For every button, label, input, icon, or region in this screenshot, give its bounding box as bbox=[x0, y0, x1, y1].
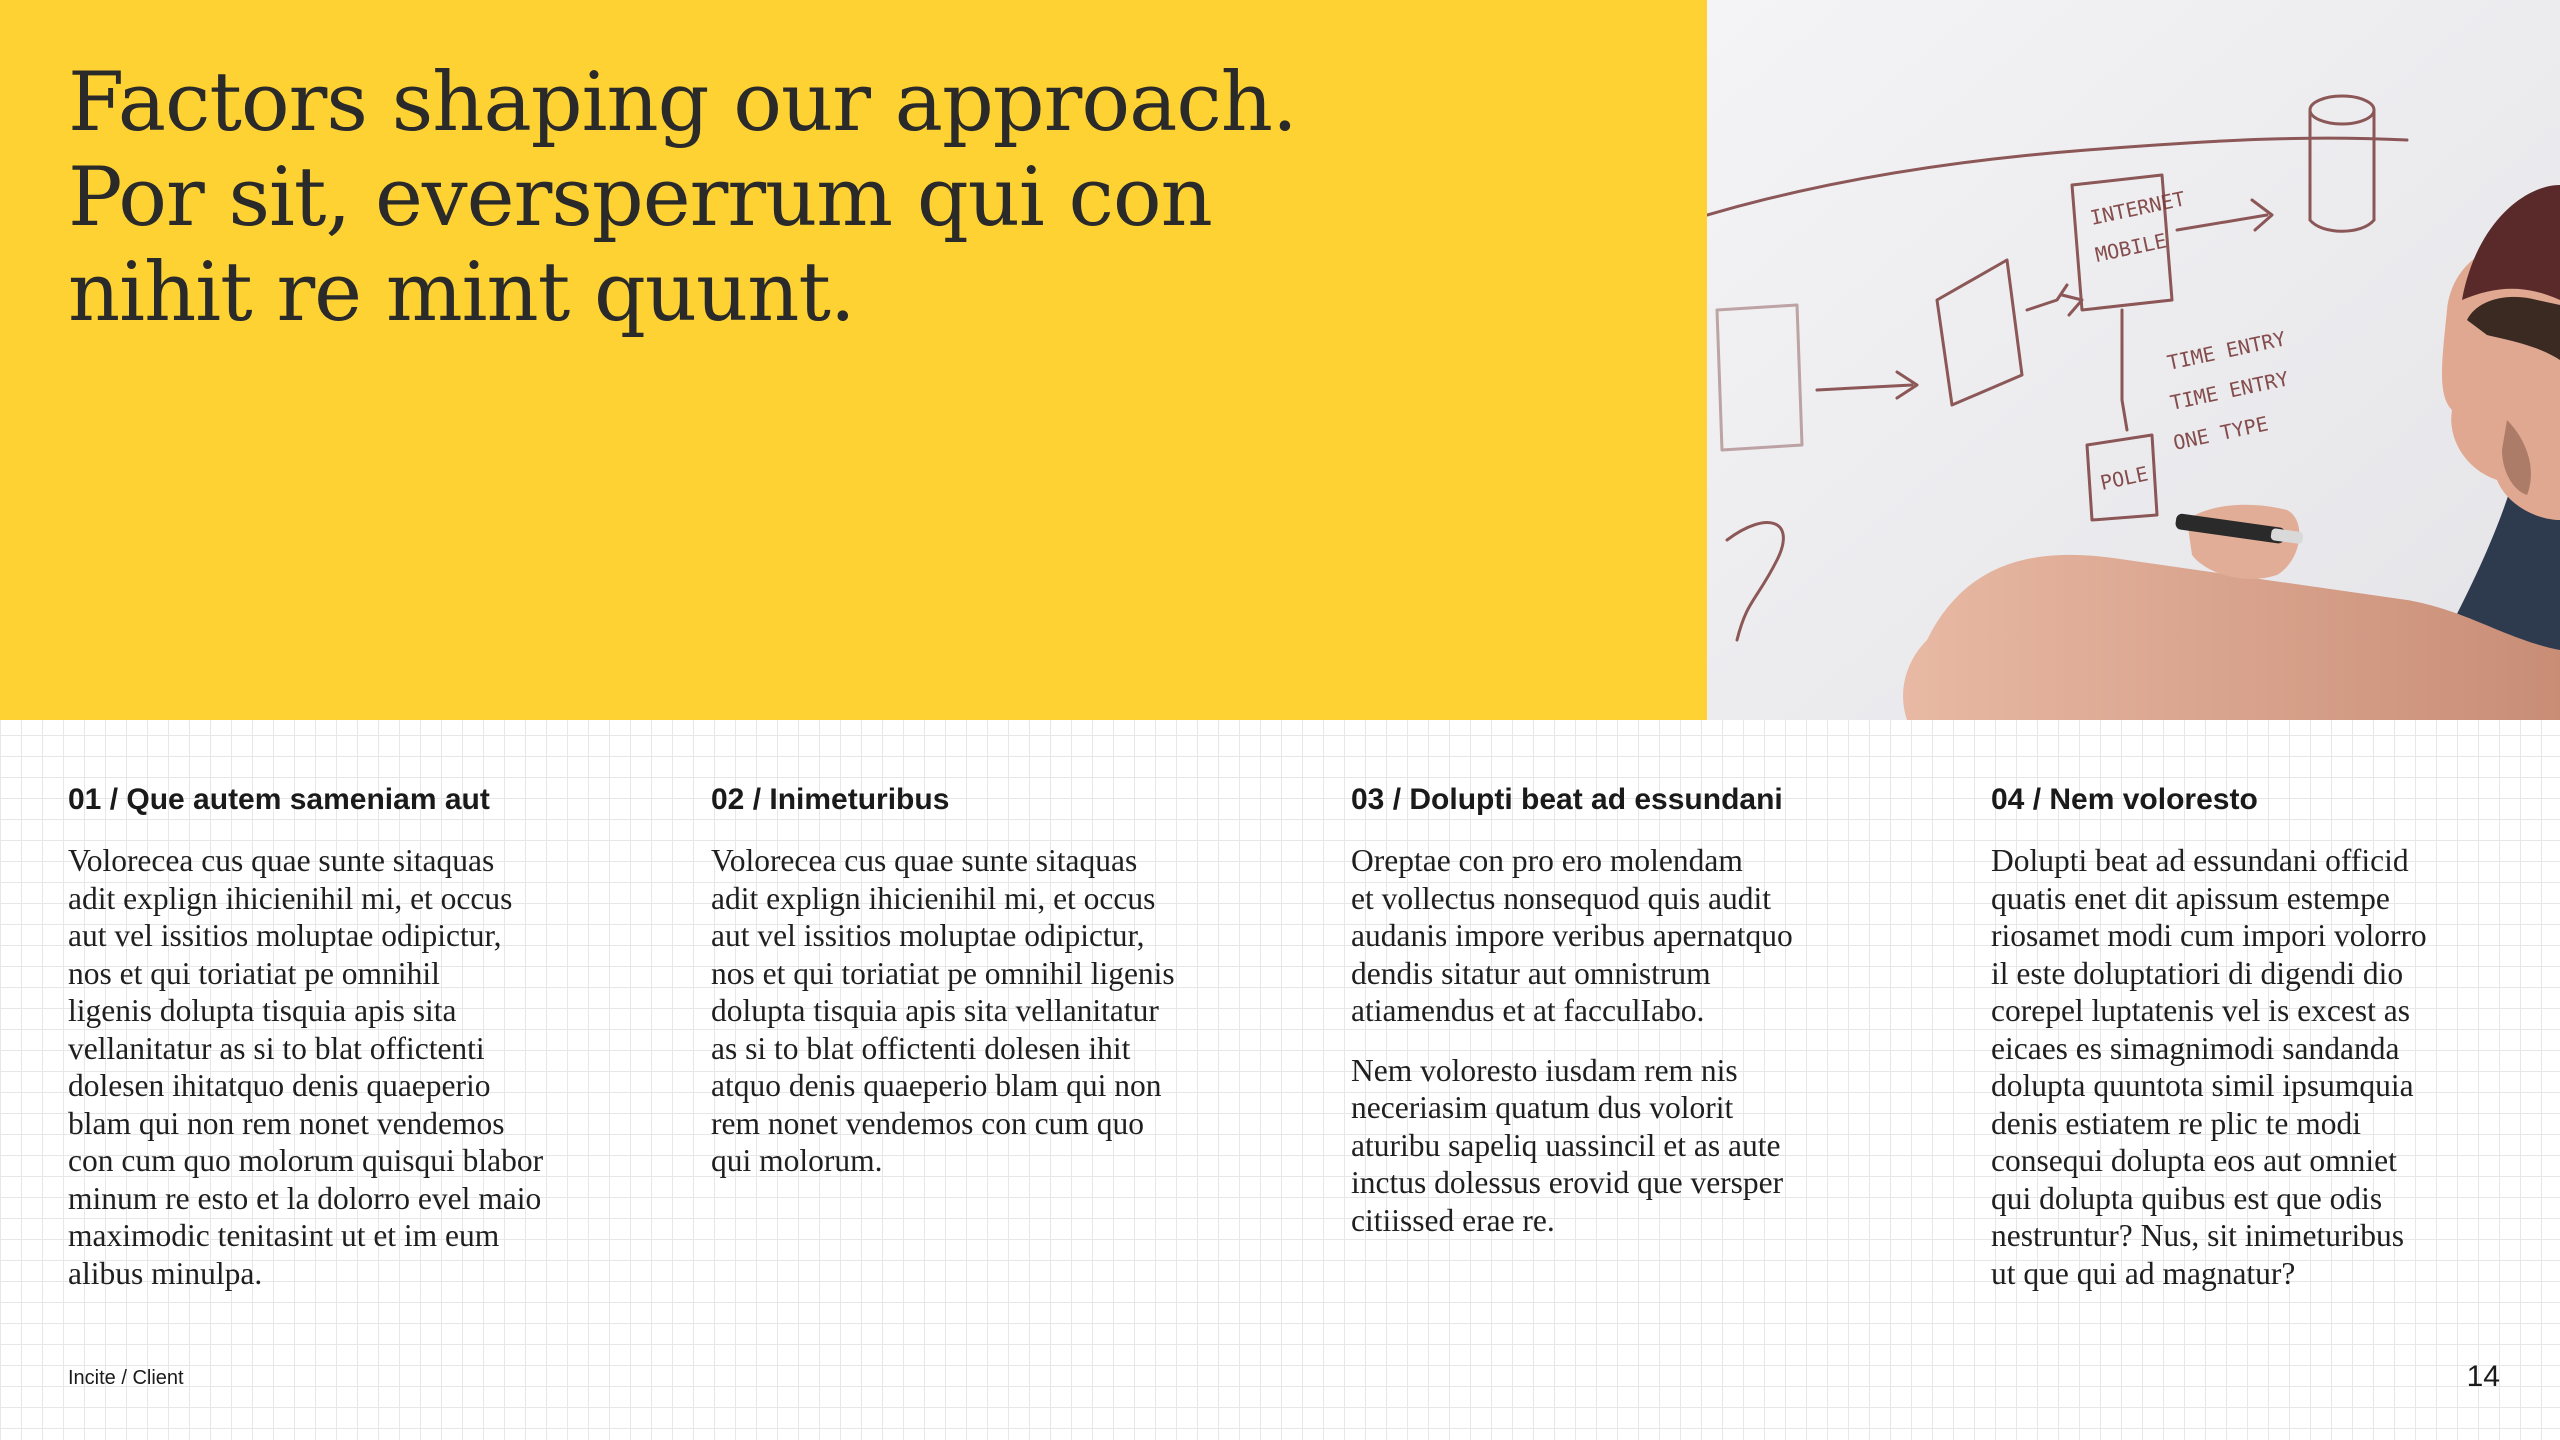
text-line: citiissed erae re. bbox=[1351, 1202, 1555, 1238]
text-line: adit explign ihicienihil mi, et occus bbox=[68, 880, 513, 916]
page-title bbox=[68, 56, 1368, 341]
text-line: adit explign ihicienihil mi, et occus bbox=[711, 880, 1156, 916]
column-02 bbox=[711, 780, 1271, 1202]
footer-client-label: Incite / Client bbox=[68, 1367, 184, 1389]
text-line: audanis impore veribus apernatquo bbox=[1351, 918, 1793, 953]
whiteboard-photo bbox=[1707, 0, 2560, 720]
text-line: Dolupti beat ad essundani officid bbox=[1991, 843, 2409, 878]
column-paragraph bbox=[1991, 842, 2551, 1292]
text-line: nos et qui toriatiat pe omnihil ligenis bbox=[711, 955, 1175, 991]
text-line: consequi dolupta eos aut omniet bbox=[1991, 1143, 2397, 1178]
text-line: qui dolupta quibus est que odis bbox=[1991, 1180, 2383, 1216]
text-line: Nem voloresto iusdam rem nis bbox=[1351, 1052, 1738, 1088]
text-line: nestruntur? Nus, sit inimeturibus bbox=[1991, 1218, 2404, 1253]
text-line: alibus minulpa. bbox=[68, 1255, 263, 1291]
text-line: as si to blat offictenti dolesen ihit bbox=[711, 1030, 1131, 1066]
text-line: dolupta quuntota simil ipsumquia bbox=[1991, 1068, 2414, 1103]
column-heading: 04 / Nem voloresto bbox=[1991, 783, 2258, 816]
text-line: rem nonet vendemos con cum quo bbox=[711, 1105, 1145, 1141]
whiteboard-illustration bbox=[1707, 0, 2560, 720]
text-line: Volorecea cus quae sunte sitaquas bbox=[711, 843, 1138, 878]
text-line: blam qui non rem nonet vendemos bbox=[68, 1105, 505, 1141]
text-line: aut vel issitios moluptae odipictur, bbox=[711, 918, 1145, 953]
column-heading: 01 / Que autem sameniam aut bbox=[68, 783, 490, 816]
column-heading: 03 / Dolupti beat ad essundani bbox=[1351, 783, 1783, 816]
text-line: vellanitatur as si to blat offictenti bbox=[68, 1030, 485, 1066]
whiteboard-label: TIME ENTRY bbox=[2165, 326, 2288, 375]
text-line: Oreptae con pro ero molendam bbox=[1351, 843, 1743, 878]
text-line: ligenis dolupta tisquia apis sita bbox=[68, 993, 457, 1028]
text-line: inctus dolessus erovid que versper bbox=[1351, 1165, 1784, 1200]
column-03 bbox=[1351, 780, 1911, 1261]
column-01 bbox=[68, 780, 628, 1314]
text-line: et vollectus nonsequod quis audit bbox=[1351, 880, 1771, 916]
title-line: Por sit, eversperrum qui con bbox=[68, 151, 1212, 245]
text-line: minum re esto et la dolorro evel maio bbox=[68, 1180, 542, 1216]
text-line: quatis enet dit apissum estempe bbox=[1991, 880, 2390, 916]
column-paragraph bbox=[1351, 842, 1911, 1030]
column-04 bbox=[1991, 780, 2551, 1314]
whiteboard-label: INTERNET bbox=[2088, 186, 2188, 230]
text-line: Volorecea cus quae sunte sitaquas bbox=[68, 843, 495, 878]
text-line: nos et qui toriatiat pe omnihil bbox=[68, 955, 440, 991]
text-line: dolupta tisquia apis sita vellanitatur bbox=[711, 993, 1159, 1028]
whiteboard-label: ONE TYPE bbox=[2171, 411, 2271, 455]
text-line: il este doluptatiori di digendi dio bbox=[1991, 955, 2404, 991]
text-line: denis estiatem re plic te modi bbox=[1991, 1105, 2362, 1141]
text-line: aturibu sapeliq uassincil et as aute bbox=[1351, 1127, 1781, 1163]
text-line: corepel luptatenis vel is excest as bbox=[1991, 993, 2410, 1028]
text-line: eicaes es simagnimodi sandanda bbox=[1991, 1030, 2400, 1066]
hero-panel bbox=[0, 0, 1707, 720]
text-line: atiamendus et at facculIabo. bbox=[1351, 993, 1705, 1028]
text-line: ut que qui ad magnatur? bbox=[1991, 1255, 2296, 1291]
column-heading: 02 / Inimeturibus bbox=[711, 783, 950, 816]
whiteboard-label: POLE bbox=[2098, 461, 2151, 495]
text-line: neceriasim quatum dus volorit bbox=[1351, 1090, 1734, 1125]
text-line: maximodic tenitasint ut et im eum bbox=[68, 1218, 500, 1253]
text-line: con cum quo molorum quisqui blabor bbox=[68, 1143, 544, 1178]
text-line: dolesen ihitatquo denis quaeperio bbox=[68, 1068, 491, 1103]
text-line: atquo denis quaeperio blam qui non bbox=[711, 1068, 1162, 1103]
title-line: nihit re mint quunt. bbox=[68, 246, 855, 340]
title-line: Factors shaping our approach. bbox=[68, 56, 1297, 150]
text-line: qui molorum. bbox=[711, 1143, 883, 1178]
column-paragraph bbox=[1351, 1052, 1911, 1240]
page-number: 14 bbox=[2466, 1360, 2500, 1393]
text-line: dendis sitatur aut omnistrum bbox=[1351, 955, 1711, 991]
whiteboard-label: MOBILE bbox=[2093, 228, 2169, 267]
column-paragraph bbox=[68, 842, 628, 1292]
whiteboard-label: TIME ENTRY bbox=[2168, 366, 2291, 415]
column-paragraph bbox=[711, 842, 1271, 1180]
text-line: riosamet modi cum impori volorro bbox=[1991, 918, 2427, 953]
text-line: aut vel issitios moluptae odipictur, bbox=[68, 918, 502, 953]
